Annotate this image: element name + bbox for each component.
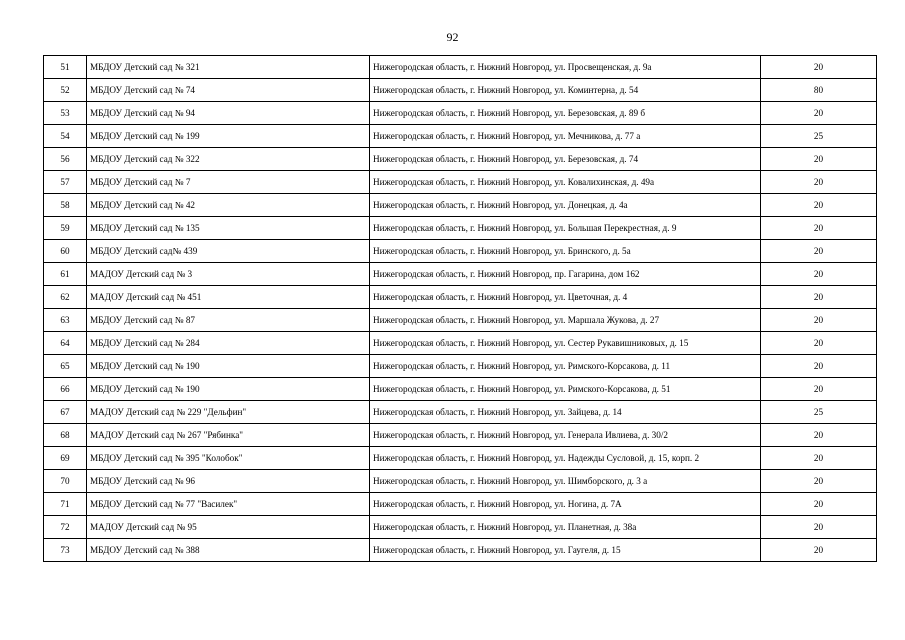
row-number-text: 53: [60, 107, 70, 118]
institution-name-text: МАДОУ Детский сад № 95: [90, 521, 197, 532]
row-number-cell: [44, 263, 87, 286]
address-cell: [370, 148, 761, 171]
institution-name-text: МАДОУ Детский сад № 229 "Дельфин": [90, 406, 247, 417]
table-row: [44, 263, 877, 286]
institution-name-text: МБДОУ Детский сад № 7: [90, 176, 191, 187]
row-number-cell: [44, 217, 87, 240]
places-count-cell: [761, 516, 877, 539]
row-number-text: 67: [60, 406, 70, 417]
places-count-cell: [761, 217, 877, 240]
places-count-cell: [761, 309, 877, 332]
address-text: Нижегородская область, г. Нижний Новгород, ул. Гаугеля, д. 15: [373, 544, 621, 555]
institution-name-cell: [87, 309, 370, 332]
table-row: [44, 539, 877, 562]
address-cell: [370, 470, 761, 493]
places-count-text: 20: [813, 314, 824, 325]
institution-name-cell: [87, 79, 370, 102]
places-count-cell: [761, 240, 877, 263]
institution-name-cell: [87, 424, 370, 447]
institution-name-cell: [87, 493, 370, 516]
institution-name-text: МАДОУ Детский сад № 451: [90, 291, 202, 302]
places-count-text: 20: [813, 475, 824, 486]
places-count-cell: [761, 286, 877, 309]
places-count-text: 20: [813, 268, 824, 279]
row-number-cell: [44, 56, 87, 79]
places-count-cell: [761, 332, 877, 355]
row-number-cell: [44, 447, 87, 470]
places-count-text: 20: [813, 199, 824, 210]
address-cell: [370, 79, 761, 102]
address-cell: [370, 309, 761, 332]
places-count-text: 20: [813, 61, 824, 72]
row-number-text: 57: [60, 176, 70, 187]
address-cell: [370, 539, 761, 562]
row-number-cell: [44, 378, 87, 401]
places-count-text: 20: [813, 222, 824, 233]
address-cell: [370, 263, 761, 286]
row-number-text: 66: [60, 383, 70, 394]
table-row: [44, 424, 877, 447]
row-number-cell: [44, 309, 87, 332]
row-number-text: 70: [60, 475, 70, 486]
row-number-text: 54: [60, 130, 70, 141]
address-text: Нижегородская область, г. Нижний Новгород, ул. Коминтерна, д. 54: [373, 84, 639, 95]
table-row: [44, 102, 877, 125]
places-count-text: 25: [813, 406, 824, 417]
places-count-cell: [761, 148, 877, 171]
row-number-cell: [44, 148, 87, 171]
row-number-cell: [44, 470, 87, 493]
table-row: [44, 194, 877, 217]
institution-name-cell: [87, 194, 370, 217]
row-number-cell: [44, 125, 87, 148]
institution-name-cell: [87, 378, 370, 401]
places-count-cell: [761, 378, 877, 401]
row-number-text: 59: [60, 222, 70, 233]
places-count-text: 20: [813, 107, 824, 118]
address-cell: [370, 447, 761, 470]
institution-name-cell: [87, 447, 370, 470]
address-cell: [370, 355, 761, 378]
table-row: [44, 217, 877, 240]
address-text: Нижегородская область, г. Нижний Новгород, ул. Сестер Рукавишниковых, д. 15: [373, 337, 689, 348]
places-count-text: 20: [813, 452, 824, 463]
places-count-cell: [761, 263, 877, 286]
table-row: [44, 309, 877, 332]
address-cell: [370, 516, 761, 539]
row-number-text: 62: [60, 291, 70, 302]
places-count-cell: [761, 171, 877, 194]
table-row: [44, 171, 877, 194]
address-cell: [370, 401, 761, 424]
table-row: [44, 240, 877, 263]
table-row: [44, 125, 877, 148]
institution-name-text: МБДОУ Детский сад № 190: [90, 360, 200, 371]
institution-name-cell: [87, 125, 370, 148]
address-text: Нижегородская область, г. Нижний Новгород, ул. Маршала Жукова, д. 27: [373, 314, 660, 325]
places-count-text: 20: [813, 383, 824, 394]
places-count-text: 20: [813, 153, 824, 164]
address-text: Нижегородская область, г. Нижний Новгород, ул. Ногина, д. 7А: [373, 498, 622, 509]
table-row: [44, 447, 877, 470]
address-text: Нижегородская область, г. Нижний Новгород, ул. Березовская, д. 74: [373, 153, 639, 164]
institution-name-cell: [87, 286, 370, 309]
institution-name-text: МБДОУ Детский сад № 321: [90, 61, 200, 72]
institution-name-text: МБДОУ Детский сад № 190: [90, 383, 200, 394]
address-cell: [370, 286, 761, 309]
row-number-text: 64: [60, 337, 70, 348]
address-cell: [370, 240, 761, 263]
address-text: Нижегородская область, г. Нижний Новгород, ул. Зайцева, д. 14: [373, 406, 622, 417]
institution-name-cell: [87, 171, 370, 194]
row-number-cell: [44, 401, 87, 424]
places-count-text: 25: [813, 130, 824, 141]
institution-name-text: МБДОУ Детский сад № 94: [90, 107, 196, 118]
row-number-text: 52: [60, 84, 70, 95]
row-number-cell: [44, 332, 87, 355]
table-row: [44, 79, 877, 102]
institution-name-text: МБДОУ Детский сад № 388: [90, 544, 200, 555]
institution-name-cell: [87, 516, 370, 539]
row-number-cell: [44, 194, 87, 217]
places-count-text: 20: [813, 245, 824, 256]
address-text: Нижегородская область, г. Нижний Новгород, ул. Донецкая, д. 4а: [373, 199, 628, 210]
institution-name-cell: [87, 332, 370, 355]
institution-name-text: МБДОУ Детский сад № 42: [90, 199, 196, 210]
places-count-cell: [761, 401, 877, 424]
places-count-cell: [761, 470, 877, 493]
places-count-cell: [761, 355, 877, 378]
places-count-text: 20: [813, 498, 824, 509]
institution-name-text: МБДОУ Детский сад № 77 "Василек": [90, 498, 238, 509]
address-cell: [370, 378, 761, 401]
address-cell: [370, 56, 761, 79]
places-count-cell: [761, 102, 877, 125]
institution-name-text: МБДОУ Детский сад № 284: [90, 337, 200, 348]
row-number-text: 69: [60, 452, 70, 463]
address-text: Нижегородская область, г. Нижний Новгород, ул. Мечникова, д. 77 а: [373, 130, 641, 141]
institution-name-text: МБДОУ Детский сад № 199: [90, 130, 200, 141]
row-number-cell: [44, 171, 87, 194]
row-number-text: 63: [60, 314, 70, 325]
places-count-cell: [761, 447, 877, 470]
row-number-cell: [44, 539, 87, 562]
row-number-cell: [44, 240, 87, 263]
institution-name-cell: [87, 539, 370, 562]
address-text: Нижегородская область, г. Нижний Новгород, ул. Бринского, д. 5а: [373, 245, 631, 256]
table-row: [44, 56, 877, 79]
table-row: [44, 148, 877, 171]
row-number-text: 60: [60, 245, 70, 256]
institution-name-text: МБДОУ Детский сад № 87: [90, 314, 196, 325]
address-text: Нижегородская область, г. Нижний Новгород, ул. Генерала Ивлиева, д. 30/2: [373, 429, 669, 440]
institution-name-text: МАДОУ Детский сад № 3: [90, 268, 193, 279]
institution-name-cell: [87, 148, 370, 171]
address-text: Нижегородская область, г. Нижний Новгород, ул. Римского-Корсакова, д. 11: [373, 360, 671, 371]
address-text: Нижегородская область, г. Нижний Новгород, ул. Большая Перекрестная, д. 9: [373, 222, 677, 233]
address-cell: [370, 493, 761, 516]
places-count-cell: [761, 125, 877, 148]
table-row: [44, 493, 877, 516]
row-number-text: 72: [60, 521, 70, 532]
places-count-text: 20: [813, 544, 824, 555]
address-cell: [370, 194, 761, 217]
table-row: [44, 378, 877, 401]
address-text: Нижегородская область, г. Нижний Новгород, ул. Шимборского, д. 3 а: [373, 475, 648, 486]
institution-name-text: МБДОУ Детский сад № 322: [90, 153, 200, 164]
address-cell: [370, 424, 761, 447]
institution-name-text: МБДОУ Детский сад № 74: [90, 84, 196, 95]
address-cell: [370, 332, 761, 355]
address-text: Нижегородская область, г. Нижний Новгород, ул. Просвещенская, д. 9а: [373, 61, 652, 72]
table-row: [44, 355, 877, 378]
institution-name-cell: [87, 240, 370, 263]
page-number: 92: [446, 30, 459, 44]
row-number-cell: [44, 286, 87, 309]
institution-name-cell: [87, 401, 370, 424]
places-count-text: 80: [813, 84, 824, 95]
row-number-text: 68: [60, 429, 70, 440]
row-number-text: 51: [60, 61, 70, 72]
row-number-text: 58: [60, 199, 70, 210]
row-number-text: 65: [60, 360, 70, 371]
address-text: Нижегородская область, г. Нижний Новгород, ул. Березовская, д. 89 б: [373, 107, 646, 118]
kindergarten-table: [43, 55, 877, 562]
row-number-cell: [44, 493, 87, 516]
places-count-text: 20: [813, 291, 824, 302]
institution-name-text: МБДОУ Детский сад № 395 "Колобок": [90, 452, 243, 463]
institution-name-cell: [87, 217, 370, 240]
table-row: [44, 516, 877, 539]
address-text: Нижегородская область, г. Нижний Новгород, пр. Гагарина, дом 162: [373, 268, 640, 279]
institution-name-text: МБДОУ Детский сад№ 439: [90, 245, 198, 256]
row-number-text: 71: [60, 498, 70, 509]
address-cell: [370, 102, 761, 125]
places-count-cell: [761, 493, 877, 516]
row-number-text: 73: [60, 544, 70, 555]
row-number-text: 56: [60, 153, 70, 164]
address-cell: [370, 125, 761, 148]
institution-name-cell: [87, 263, 370, 286]
institution-name-text: МБДОУ Детский сад № 96: [90, 475, 196, 486]
row-number-cell: [44, 516, 87, 539]
table-body: [44, 56, 877, 562]
places-count-cell: [761, 194, 877, 217]
institution-name-cell: [87, 102, 370, 125]
table-row: [44, 332, 877, 355]
places-count-cell: [761, 424, 877, 447]
institution-name-cell: [87, 355, 370, 378]
address-cell: [370, 171, 761, 194]
row-number-cell: [44, 355, 87, 378]
row-number-cell: [44, 79, 87, 102]
institution-name-cell: [87, 470, 370, 493]
places-count-cell: [761, 79, 877, 102]
places-count-text: 20: [813, 337, 824, 348]
places-count-text: 20: [813, 176, 824, 187]
places-count-cell: [761, 56, 877, 79]
table-row: [44, 286, 877, 309]
address-text: Нижегородская область, г. Нижний Новгород, ул. Планетная, д. 38а: [373, 521, 637, 532]
row-number-cell: [44, 102, 87, 125]
address-text: Нижегородская область, г. Нижний Новгород, ул. Надежды Сусловой, д. 15, корп. 2: [373, 452, 700, 463]
places-count-cell: [761, 539, 877, 562]
places-count-text: 20: [813, 360, 824, 371]
address-text: Нижегородская область, г. Нижний Новгород, ул. Римского-Корсакова, д. 51: [373, 383, 671, 394]
institution-name-text: МАДОУ Детский сад № 267 "Рябинка": [90, 429, 244, 440]
row-number-text: 61: [60, 268, 70, 279]
address-text: Нижегородская область, г. Нижний Новгород, ул. Ковалихинская, д. 49а: [373, 176, 655, 187]
address-cell: [370, 217, 761, 240]
places-count-text: 20: [813, 429, 824, 440]
table-row: [44, 470, 877, 493]
row-number-cell: [44, 424, 87, 447]
places-count-text: 20: [813, 521, 824, 532]
institution-name-cell: [87, 56, 370, 79]
table-row: [44, 401, 877, 424]
address-text: Нижегородская область, г. Нижний Новгород, ул. Цветочная, д. 4: [373, 291, 628, 302]
institution-name-text: МБДОУ Детский сад № 135: [90, 222, 200, 233]
